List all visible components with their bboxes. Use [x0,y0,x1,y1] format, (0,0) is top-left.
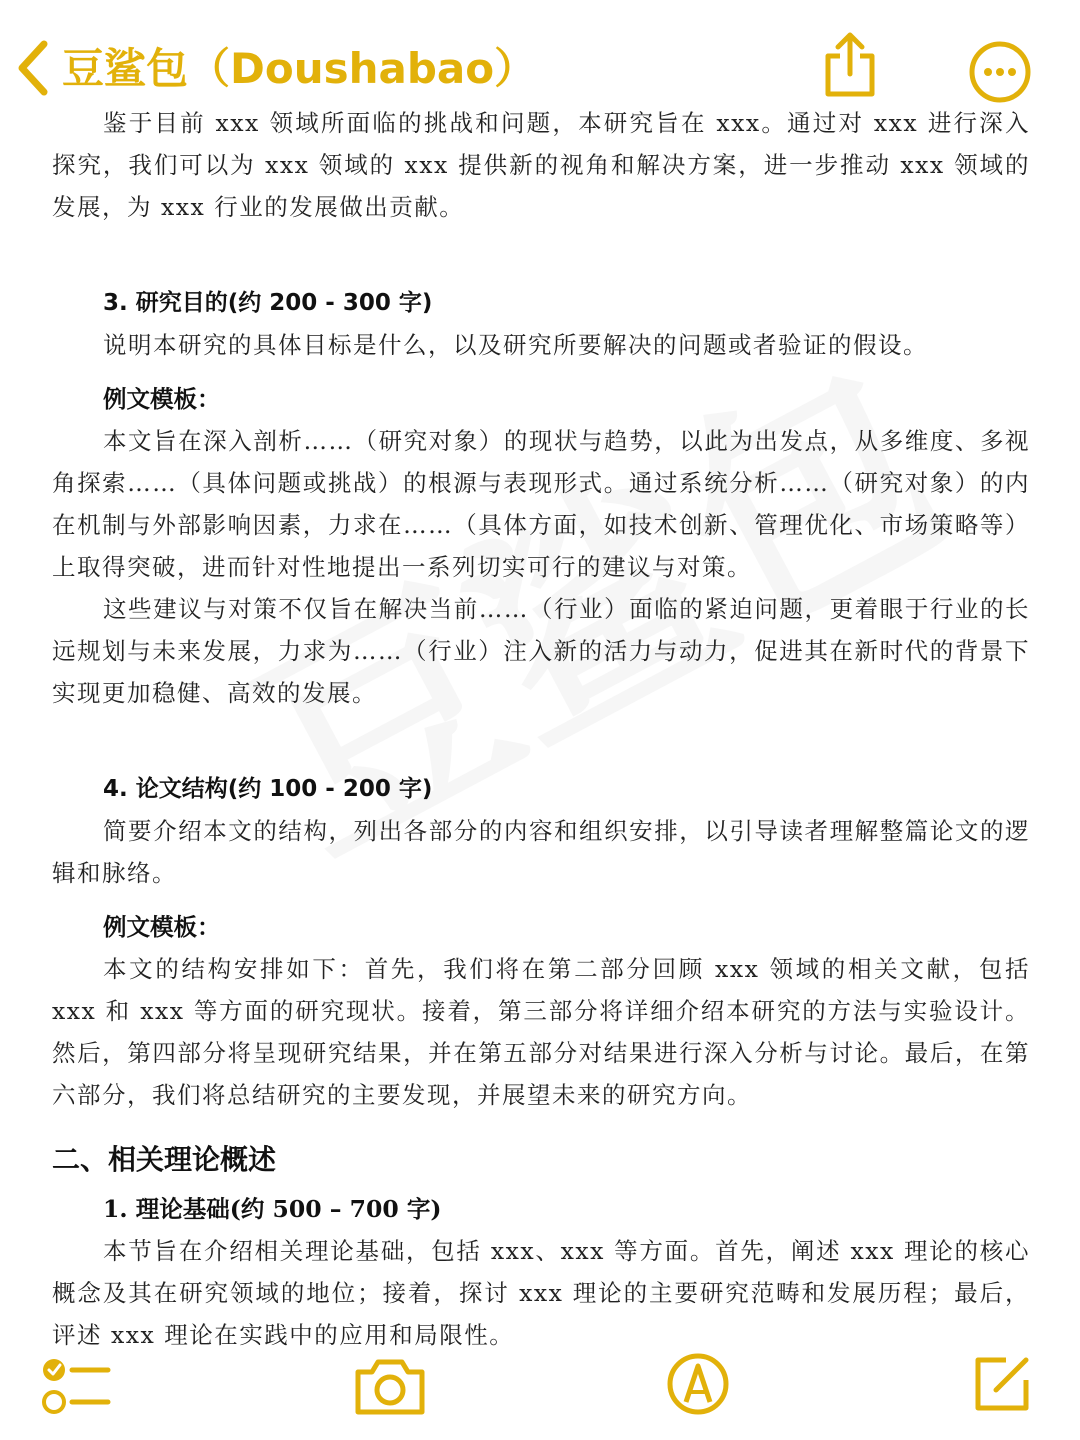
back-button[interactable] [14,38,54,98]
section-3-example-paragraph-1: 本文旨在深入剖析……（研究对象）的现状与趋势，以此为出发点，从多维度、多视角探索……（具体问题或挑战）的根源与表现形式。通过系统分析……（研究对象）的内在机制与外部影响因素，力求在……（具体方面，如技术创新、管理优化、市场策略等）上取得突破，进而针对性地提出一系列切实可行的建议与对策。 [52,427,1030,581]
note-title: 豆鲨包（Doushabao） [62,44,537,93]
section-4-heading: 4. 论文结构(约 100 - 200 字) [103,776,433,802]
checklist-icon [40,1354,112,1418]
markup-pen-icon [666,1352,730,1416]
chevron-left-icon [14,38,54,98]
chapter-2-sub-1-heading: 1. 理论基础(约 500 – 700 字) [103,1195,442,1223]
section-3-example-paragraph-2: 这些建议与对策不仅旨在解决当前……（行业）面临的紧迫问题，更着眼于行业的长远规划与未来发展，力求为……（行业）注入新的活力与动力，促进其在新时代的背景下实现更加稳健、高效的发展。 [52,595,1030,707]
share-button[interactable] [818,30,882,100]
share-icon [818,30,882,100]
checklist-button[interactable] [40,1354,112,1418]
section-3-example-label: 例文模板： [103,385,221,413]
section-3-heading: 3. 研究目的(约 200 - 300 字) [103,290,433,316]
section-4-example-paragraph: 本文的结构安排如下：首先，我们将在第二部分回顾 xxx 领域的相关文献，包括 xxx 和 xxx 等方面的研究现状。接着，第三部分将详细介绍本研究的方法与实验设计。然后，第四部分将呈现研究结果，并在第五部分对结果进行深入分析与讨论。最后，在第六部分，我们将总结研究的主要发现，并展望未来的研究方向。 [52,955,1030,1109]
chapter-2-heading: 二、相关理论概述 [52,1143,277,1176]
camera-button[interactable] [352,1354,428,1418]
camera-icon [352,1354,428,1418]
more-button[interactable] [968,40,1032,104]
section-4-description: 简要介绍本文的结构，列出各部分的内容和组织安排，以引导读者理解整篇论文的逻辑和脉络。 [52,817,1030,887]
chapter-2-sub-1-paragraph: 本节旨在介绍相关理论基础，包括 xxx、xxx 等方面。首先，阐述 xxx 理论的核心概念及其在研究领域的地位；接着，探讨 xxx 理论的主要研究范畴和发展历程；最后，评述 xxx 理论在实践中的应用和局限性。 [52,1237,1030,1349]
section-4-example-label: 例文模板： [103,913,221,941]
note-body[interactable] [52,102,1030,1356]
intro-paragraph: 鉴于目前 xxx 领域所面临的挑战和问题，本研究旨在 xxx。通过对 xxx 进行深入探究，我们可以为 xxx 领域的 xxx 提供新的视角和解决方案，进一步推动 xxx 领域的发展，为 xxx 行业的发展做出贡献。 [52,109,1030,221]
section-3-description: 说明本研究的具体目标是什么，以及研究所要解决的问题或者验证的假设。 [103,331,928,359]
compose-icon [970,1352,1034,1416]
more-icon [968,40,1032,104]
compose-button[interactable] [970,1352,1034,1416]
bottom-toolbar [0,1340,1080,1440]
markup-button[interactable] [666,1352,730,1416]
